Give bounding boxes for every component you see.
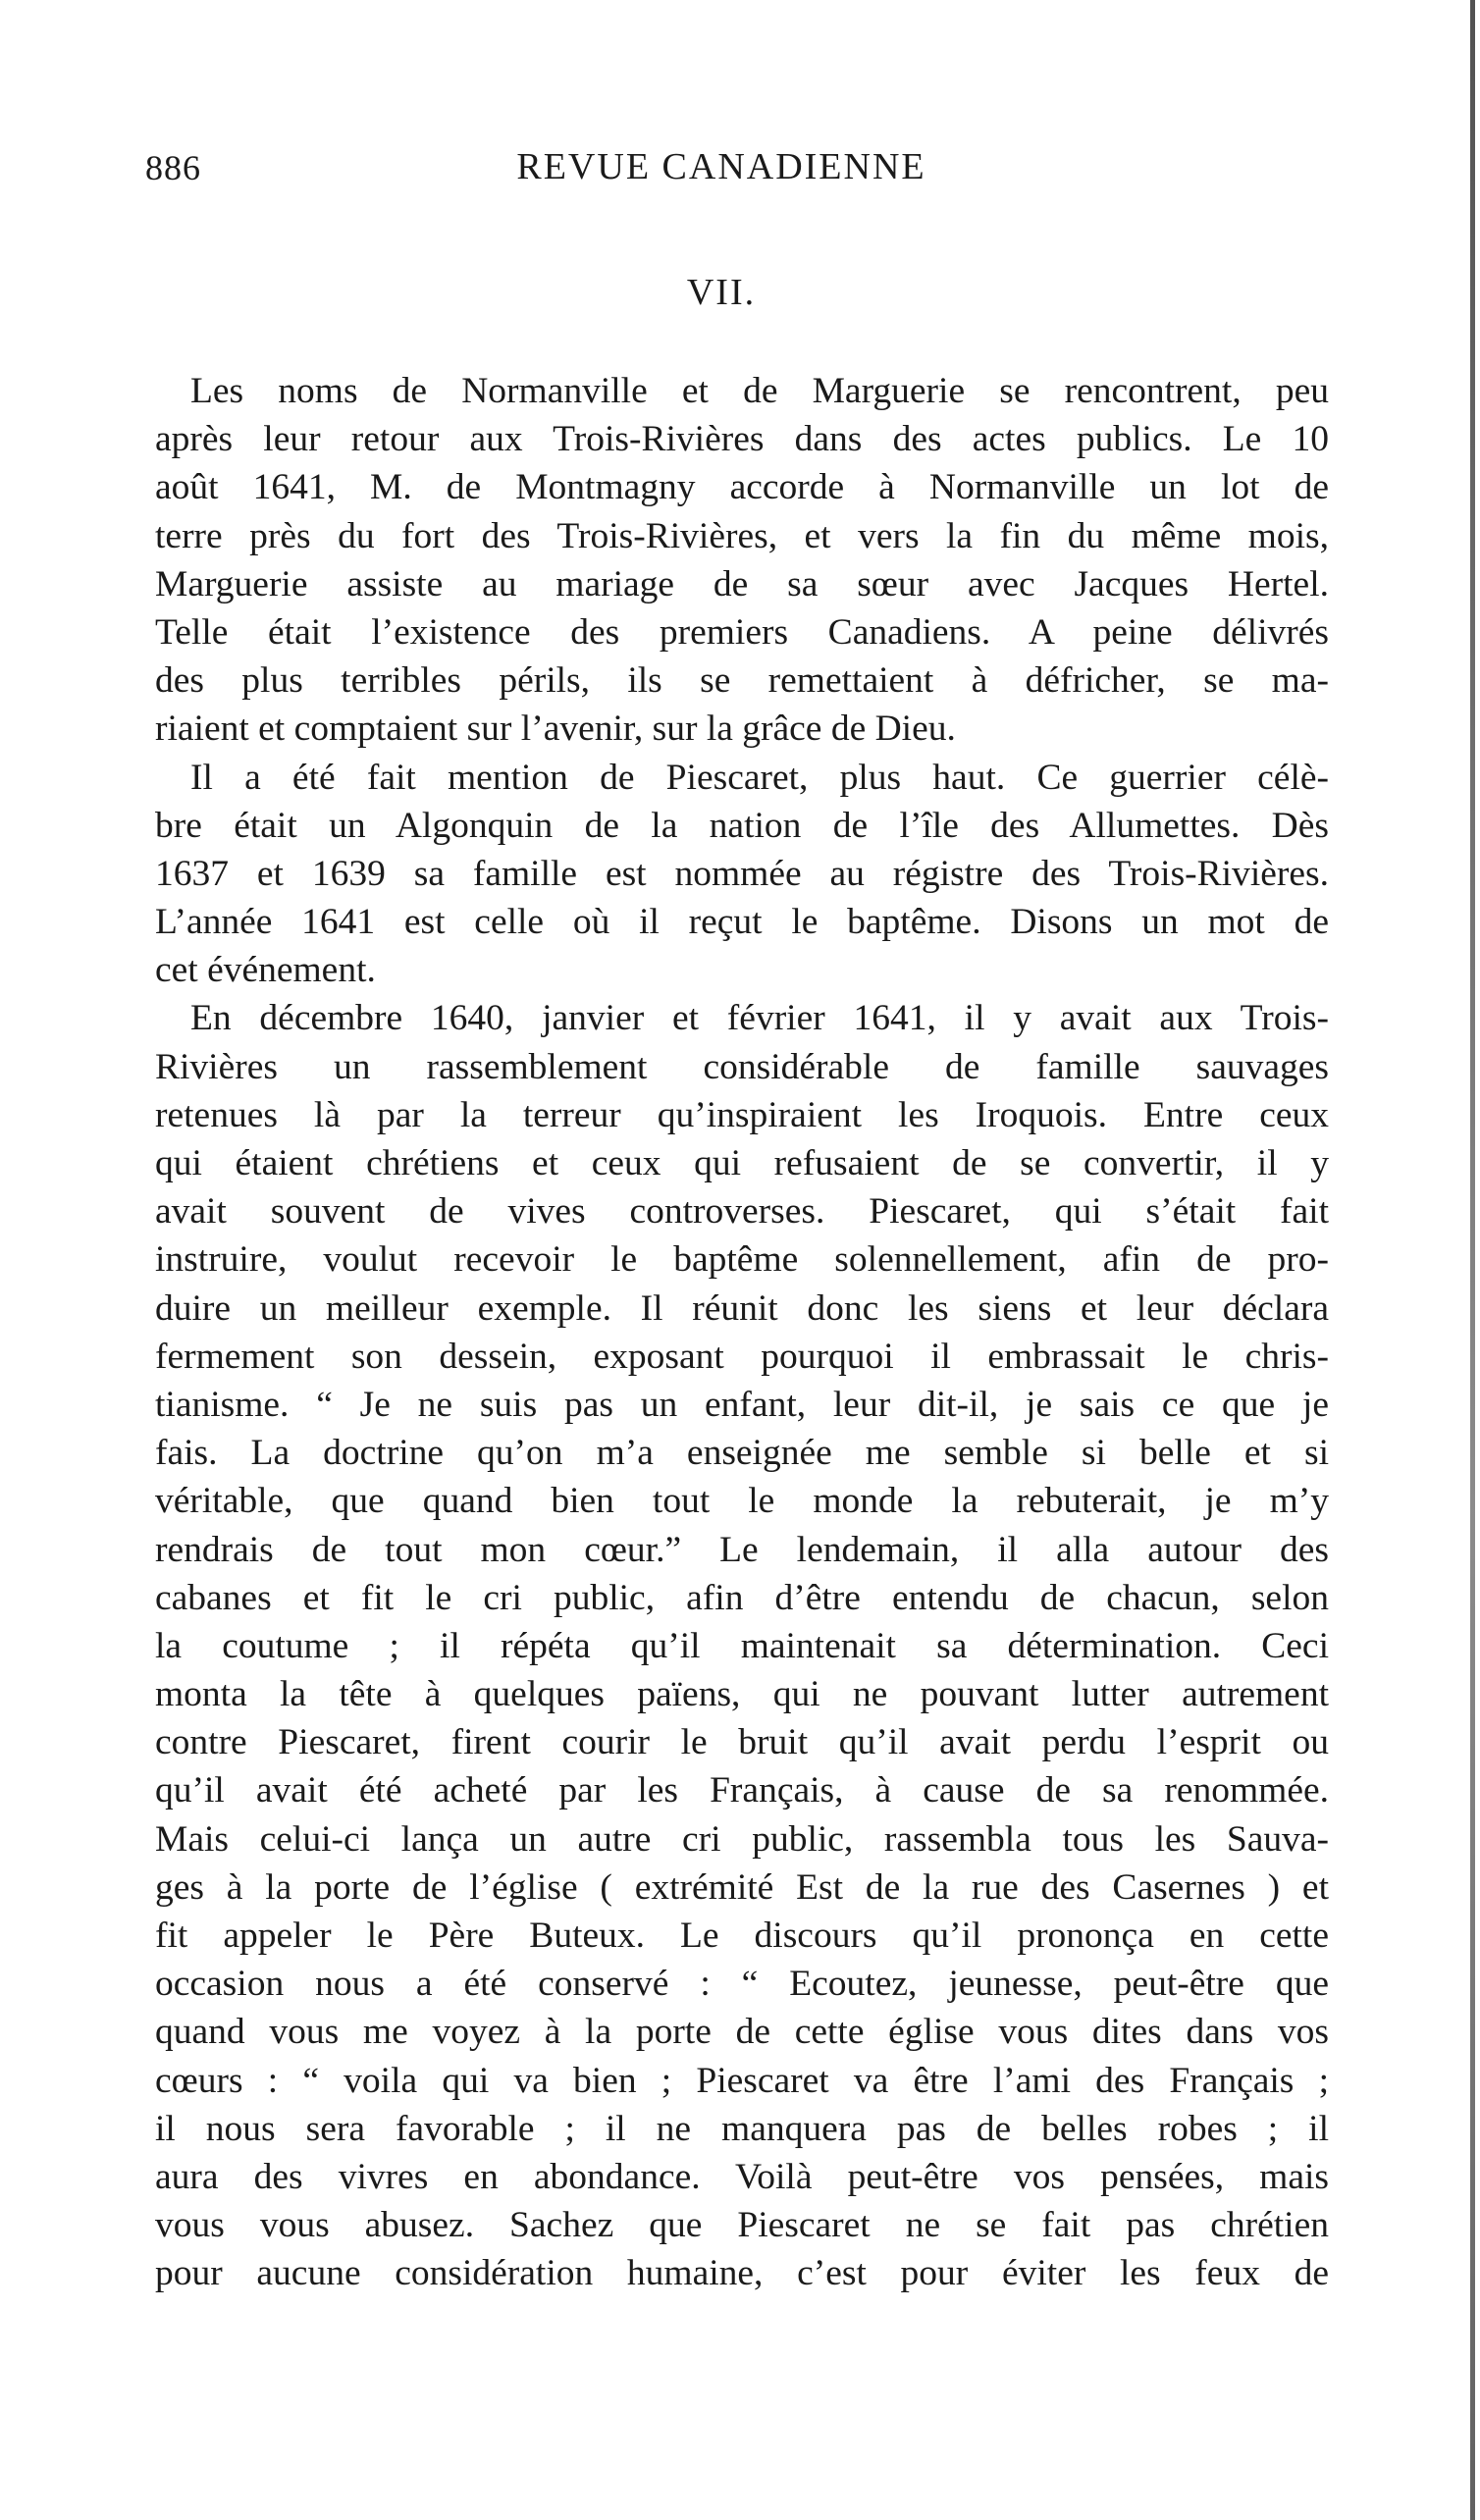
- body-text: [155, 367, 1329, 2298]
- text-line: Marguerie assiste au mariage de sa sœur avec Jacques Hertel.: [155, 563, 1329, 604]
- text-line: ges à la porte de l’église ( extrémité Est de la rue des Casernes ) et: [155, 1866, 1329, 1908]
- text-line: véritable, que quand bien tout le monde la rebuterait, je m’y: [155, 1481, 1329, 1522]
- text-line: Rivières un rassemblement considérable de famille sauvages: [155, 1046, 1329, 1087]
- text-line: En décembre 1640, janvier et février 1641, il y avait aux Trois-: [190, 998, 1329, 1039]
- text-line: cabanes et fit le cri public, afin d’être entendu de chacun, selon: [155, 1577, 1329, 1618]
- text-line: Les noms de Normanville et de Marguerie se rencontrent, peu: [190, 371, 1329, 411]
- text-line: cet événement.: [155, 950, 376, 991]
- text-line: tianisme. “ Je ne suis pas un enfant, leur dit-il, je sais ce que je: [155, 1384, 1329, 1425]
- text-line: contre Piescaret, firent courir le bruit qu’il avait perdu l’esprit ou: [155, 1722, 1329, 1763]
- text-line: instruire, voulut recevoir le baptême solennellement, afin de pro-: [155, 1239, 1329, 1281]
- text-line: Mais celui-ci lança un autre cri public, rassembla tous les Sauva-: [155, 1818, 1329, 1860]
- text-line: quand vous me voyez à la porte de cette église vous dites dans vos: [155, 2012, 1329, 2053]
- text-line: aura des vivres en abondance. Voilà peut-être vos pensées, mais: [155, 2156, 1329, 2197]
- text-line: fit appeler le Père Buteux. Le discours qu’il prononça en cette: [155, 1916, 1329, 1956]
- text-line: retenues là par la terreur qu’inspiraient les Iroquois. Entre ceux: [155, 1094, 1329, 1135]
- text-line: août 1641, M. de Montmagny accorde à Normanville un lot de: [155, 467, 1329, 508]
- text-line: cœurs : “ voila qui va bien ; Piescaret va être l’ami des Français ;: [155, 2060, 1329, 2101]
- text-line: monta la tête à quelques païens, qui ne pouvant lutter autrement: [155, 1674, 1329, 1715]
- text-line: avait souvent de vives controverses. Piescaret, qui s’était fait: [155, 1191, 1329, 1233]
- text-line: fermement son dessein, exposant pourquoi il embrassait le chris-: [155, 1336, 1329, 1377]
- text-line: qu’il avait été acheté par les Français, à cause de sa renommée.: [155, 1770, 1329, 1811]
- text-line: terre près du fort des Trois-Rivières, et vers la fin du même mois,: [155, 515, 1329, 556]
- text-line: 1637 et 1639 sa famille est nommée au régistre des Trois-Rivières.: [155, 853, 1329, 894]
- page-edge-shadow: [1470, 0, 1475, 2520]
- text-line: il nous sera favorable ; il ne manquera pas de belles robes ; il: [155, 2108, 1329, 2149]
- page-number: 886: [145, 148, 201, 187]
- text-line: vous vous abusez. Sachez que Piescaret ne se fait pas chrétien: [155, 2205, 1329, 2246]
- section-heading: VII.: [686, 272, 757, 313]
- text-line: duire un meilleur exemple. Il réunit donc les siens et leur déclara: [155, 1287, 1329, 1329]
- text-line: riaient et comptaient sur l’avenir, sur la grâce de Dieu.: [155, 709, 956, 750]
- text-line: après leur retour aux Trois-Rivières dans des actes publics. Le 10: [155, 419, 1329, 460]
- text-line: bre était un Algonquin de la nation de l’île des Allumettes. Dès: [155, 805, 1329, 846]
- text-line: L’année 1641 est celle où il reçut le baptême. Disons un mot de: [155, 902, 1329, 943]
- text-line: Il a été fait mention de Piescaret, plus haut. Ce guerrier célè-: [190, 757, 1329, 798]
- text-line: la coutume ; il répéta qu’il maintenait sa détermination. Ceci: [155, 1625, 1329, 1666]
- text-line: Telle était l’existence des premiers Canadiens. A peine délivrés: [155, 611, 1329, 653]
- text-line: pour aucune considération humaine, c’est pour éviter les feux de: [155, 2253, 1329, 2294]
- text-line: des plus terribles périls, ils se remettaient à défricher, se ma-: [155, 660, 1329, 702]
- text-line: occasion nous a été conservé : “ Ecoutez, jeunesse, peut-être que: [155, 1964, 1329, 2005]
- text-line: rendrais de tout mon cœur.” Le lendemain, il alla autour des: [155, 1529, 1329, 1570]
- text-line: fais. La doctrine qu’on m’a enseignée me semble si belle et si: [155, 1433, 1329, 1474]
- text-line: qui étaient chrétiens et ceux qui refusaient de se convertir, il y: [155, 1143, 1329, 1183]
- running-title: REVUE CANADIENNE: [516, 146, 926, 187]
